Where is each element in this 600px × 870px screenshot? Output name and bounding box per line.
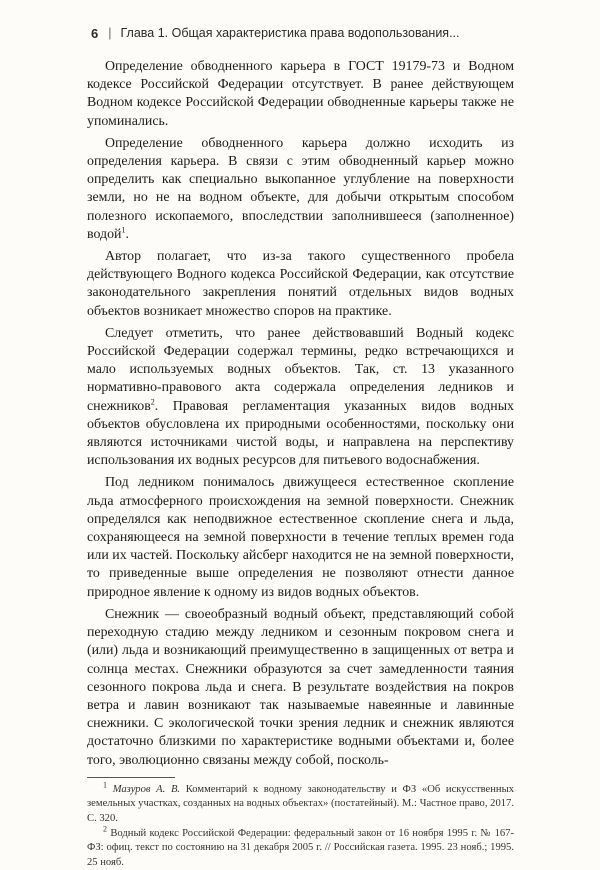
paragraph: Следует отметить, что ранее действовавший Водный кодекс Российской Федерации содержал термины, редко встречающихся и мало используемых водных объектов. Так, ст. 13 указанного нормативно-правового акта содержала определения ледников и снежников$^2$. Правовая регламентация указанных видов водных объектов обусловлена их природными особенностями, поскольку они являются источниками чистой воды, и направлена на перспективу использования их водных ресурсов для питьевого водоснабжения.	[87, 325, 514, 471]
header-separator: |	[108, 26, 111, 40]
main-text	[87, 58, 514, 770]
paragraph: Определение обводненного карьера в ГОСТ 19179-73 и Водном кодексе Российской Федерации отсутствует. В ранее действующем Водном кодексе Российской Федерации обводненные карьеры также не упоминались.	[87, 58, 514, 131]
paragraph: Под ледником понималось движущееся естественное скопление льда атмосферного происхождения на земной поверхности. Снежник определялся как неподвижное естественное скопление снега и льда, сохраняющееся на земной поверхности в течение теплых времен года или их частей. Поскольку айсберг находится не на земной поверхности, то приведенные выше определения не позволяют отнести данное природное явление к одному из видов водных объектов.	[87, 474, 514, 601]
page-number: 6	[91, 26, 98, 41]
chapter-title: Глава 1. Общая характеристика права водопользования...	[120, 26, 459, 40]
paragraph: Автор полагает, что из-за такого существенного пробела действующего Водного кодекса Российской Федерации, как отсутствие законодательного закрепления понятий отдельных видов водных объектов возникает множество споров на практике.	[87, 248, 514, 321]
footnote-divider	[87, 777, 175, 778]
paragraph: Снежник — своеобразный водный объект, представляющий собой переходную стадию между ледником и сезонным покровом снега и (или) льда и возникающий преимущественно в защищенных от ветра и солнца местах. Снежники образуются за счет замедленности таяния сезонного покрова льда и снега. В результате воздействия на покров ветра и лавин возникают так называемые навеянные и лавинные снежники. С экологической точки зрения ледник и снежник являются достаточно близкими по характеристике водными объектами и, более того, эволюционно связаны между собой, посколь-	[87, 606, 514, 770]
footnote-ref[interactable]: 2	[151, 397, 155, 406]
paragraph: Определение обводненного карьера должно исходить из определения карьера. В связи с этим обводненный карьер можно определить как специально выкопанное углубление на поверхности земли, но не на водном объекте, для добычи открытым способом полезного ископаемого, впоследствии заполнившееся (заполненное) водой$^1$.	[87, 135, 514, 244]
running-header	[91, 22, 514, 44]
footnotes	[87, 783, 514, 870]
footnote: $^2$ Водный кодекс Российской Федерации: федеральный закон от 16 ноября 1995 г. № 167-ФЗ: офиц. текст по состоянию на 31 декабря 2005 г. // Российская газета. 1995. 23 нояб.; 1995. 25 нояб.	[87, 827, 514, 870]
footnote: $^1$ Мазуров А. В. Комментарий к водному законодательству и ФЗ «Об искусственных земельных участках, созданных на водных объектах» (постатейный). М.: Частное право, 2017. С. 320.	[87, 783, 514, 827]
footnote-ref[interactable]: 1	[121, 225, 125, 234]
